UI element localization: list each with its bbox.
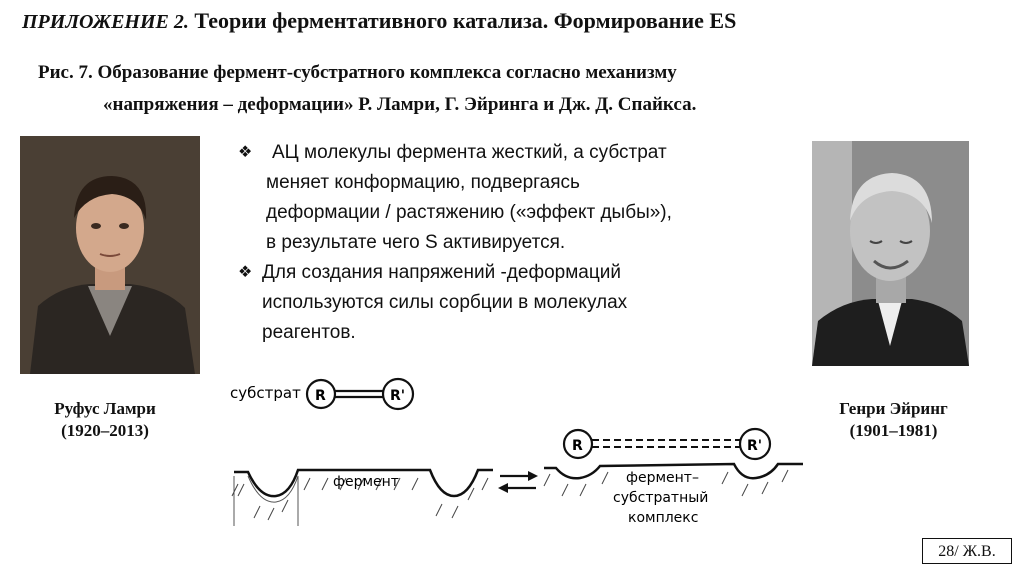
r-label: R bbox=[572, 438, 583, 454]
complex-label-2: субстратный bbox=[613, 490, 709, 506]
enzyme-label: фермент bbox=[333, 474, 399, 490]
figure-caption-line2: «напряжения – деформации» Р. Ламри, Г. Эйринга и Дж. Д. Спайкса. bbox=[103, 94, 697, 115]
bullet-line: меняет конформацию, подвергаясь bbox=[266, 172, 580, 193]
complex-label-1: фермент– bbox=[626, 470, 699, 486]
bullet-line: Для создания напряжений -деформаций bbox=[262, 262, 621, 283]
diamond-bullet-icon: ❖ bbox=[238, 144, 253, 161]
complex-label-3: комплекс bbox=[628, 510, 699, 526]
bullet-line: деформации / растяжению («эффект дыбы»), bbox=[266, 202, 672, 223]
bullet-item bbox=[238, 258, 798, 348]
header-title: Теории ферментативного катализа. Формирование ES bbox=[188, 8, 737, 33]
r-label: R bbox=[315, 388, 326, 404]
r-prime-label: R' bbox=[390, 388, 406, 404]
portrait-lumry bbox=[20, 136, 200, 374]
header-prefix: ПРИЛОЖЕНИЕ 2. bbox=[22, 11, 189, 33]
enzyme-hatch bbox=[234, 476, 298, 526]
slide-header bbox=[22, 8, 736, 34]
arrow-head-icon bbox=[498, 483, 508, 493]
r-prime-label: R' bbox=[747, 438, 763, 454]
page-number: 28/ Ж.В. bbox=[922, 538, 1012, 564]
bullet-line: АЦ молекулы фермента жесткий, а субстрат bbox=[272, 142, 667, 163]
person-years: (1901–1981) bbox=[849, 421, 938, 440]
arrow-head-icon bbox=[528, 471, 538, 481]
person-name: Руфус Ламри bbox=[54, 399, 156, 418]
figure-caption-line1: Рис. 7. Образование фермент-субстратного комплекса согласно механизму bbox=[38, 62, 677, 83]
portrait-eyring bbox=[812, 141, 969, 366]
bullet-line: реагентов. bbox=[262, 322, 356, 343]
bullet-list bbox=[238, 138, 798, 348]
substrate-label: субстрат bbox=[230, 384, 301, 402]
diamond-bullet-icon: ❖ bbox=[238, 264, 253, 281]
person-name: Генри Эйринг bbox=[839, 399, 948, 418]
person-name-eyring bbox=[806, 398, 981, 442]
person-years: (1920–2013) bbox=[61, 421, 149, 440]
bullet-line: используются силы сорбции в молекулах bbox=[262, 292, 628, 313]
bullet-item bbox=[238, 138, 798, 258]
enzyme-substrate-diagram bbox=[228, 364, 808, 534]
person-name-lumry bbox=[20, 398, 190, 442]
bullet-line: в результате чего S активируется. bbox=[266, 232, 566, 253]
